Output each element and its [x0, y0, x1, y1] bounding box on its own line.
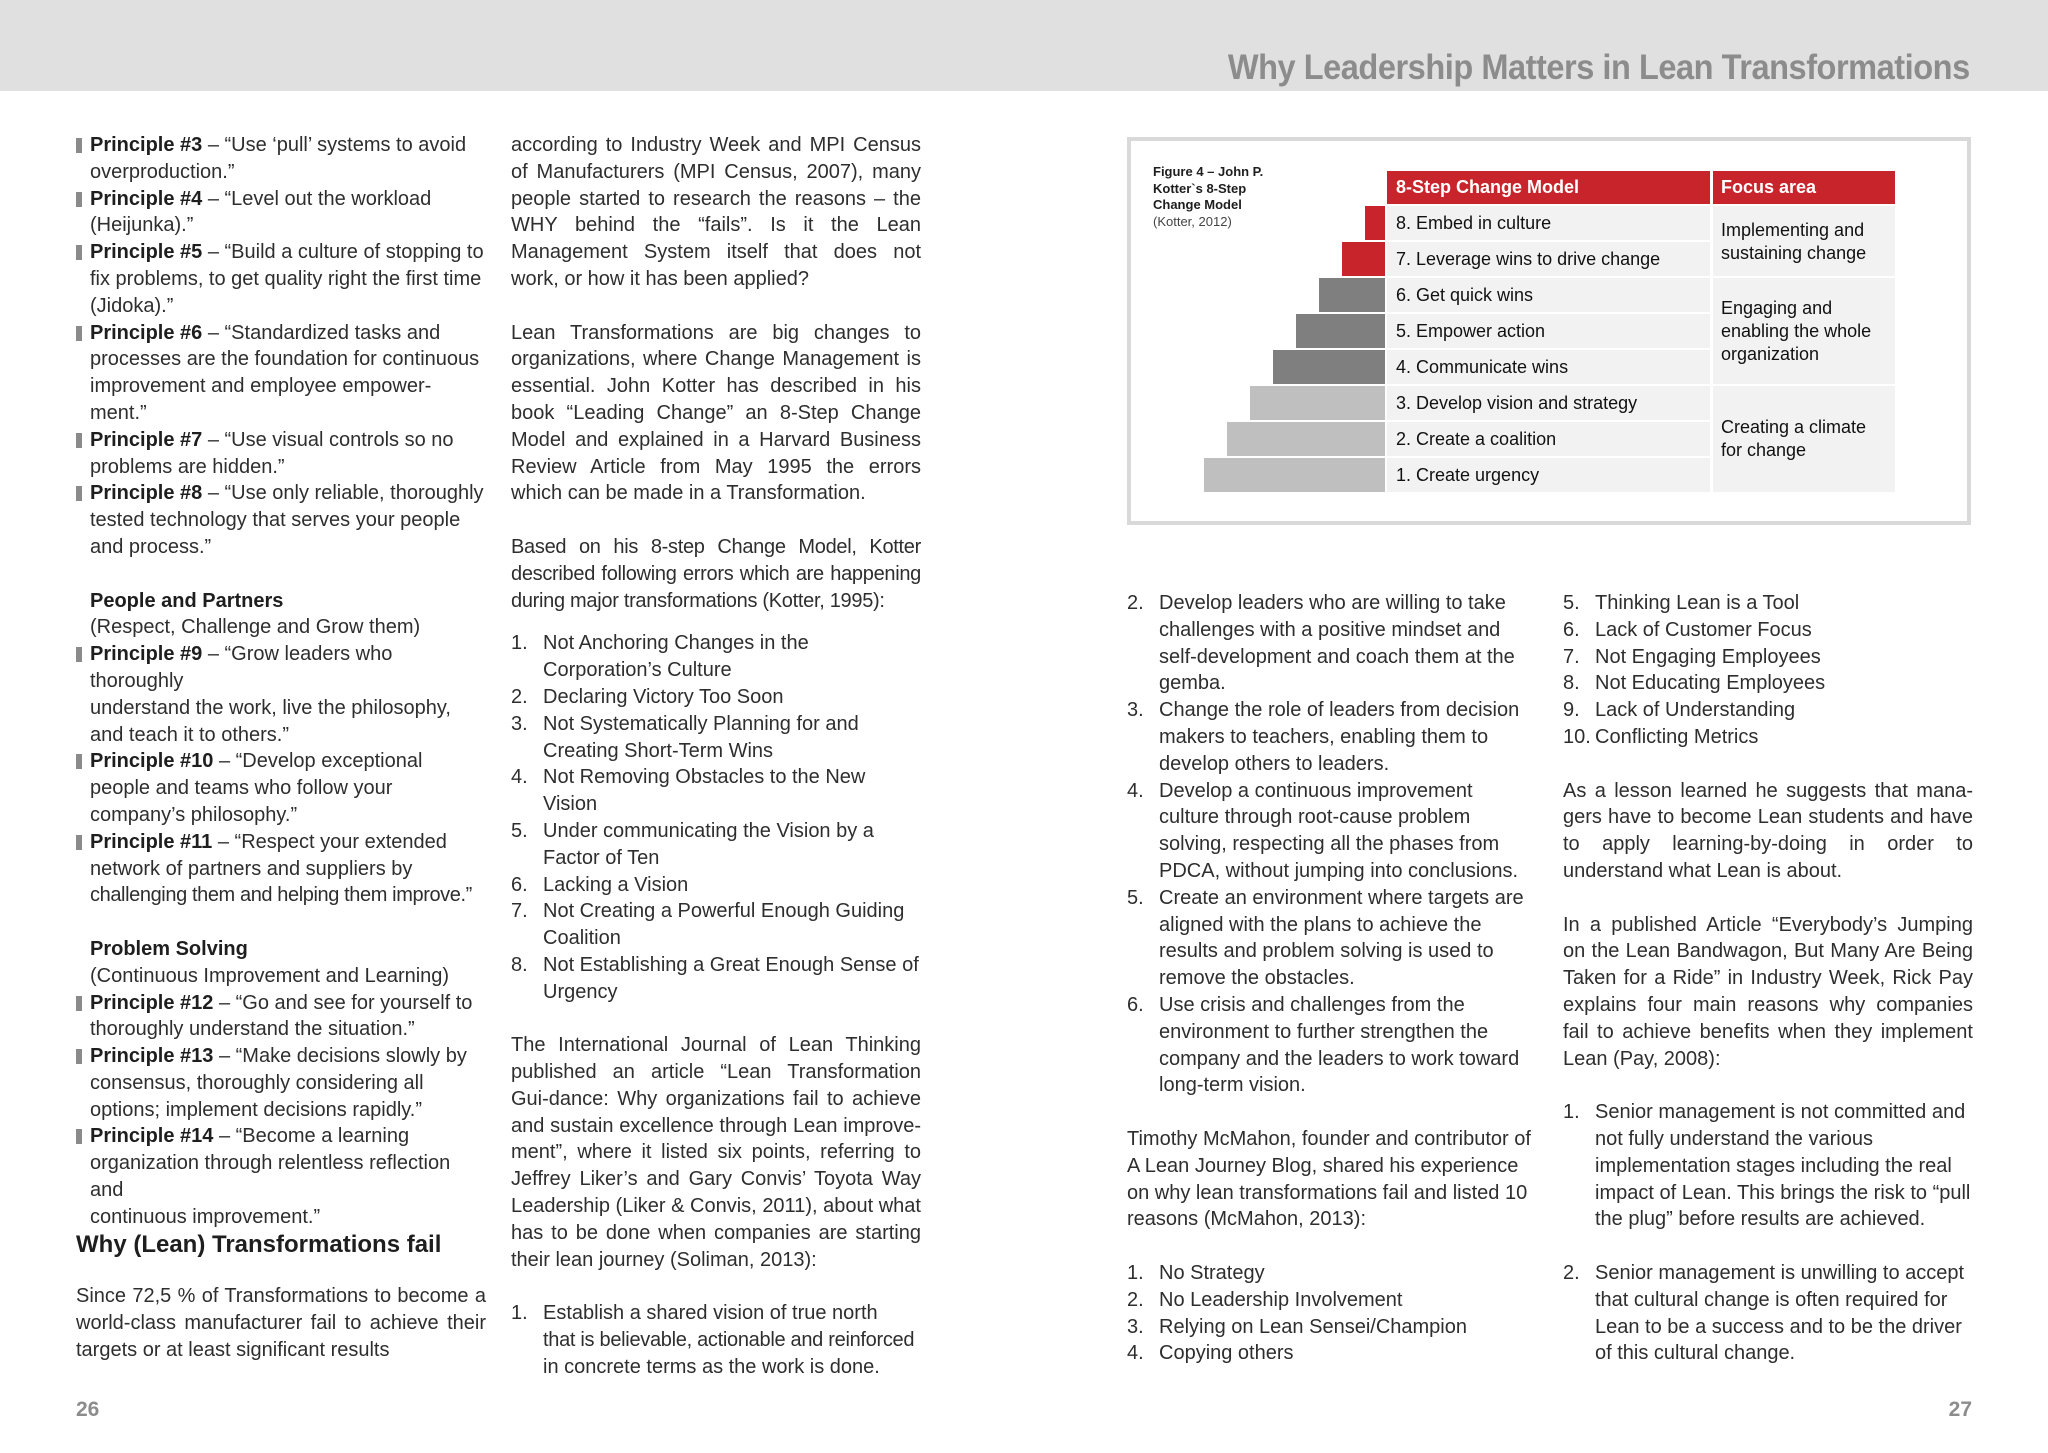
- list-item: 8. Not Establishing a Great Enough Sense of Urgency: [511, 953, 919, 1003]
- list-item: 1. Establish a shared vision of true north that is believable, actionable and reinforced in concrete terms as the work is done.: [511, 1302, 915, 1378]
- step-label: 4. Communicate wins: [1396, 357, 1569, 377]
- bullet-icon: [76, 996, 82, 1011]
- list-item: Principle #7 – “Use visual controls so no problems are hidden.”: [76, 427, 486, 481]
- section-heading: Why (Lean) Transformations fail: [76, 1231, 442, 1258]
- list-item: 4. Copying others: [1127, 1342, 1294, 1365]
- list-item: 3. Not Systematically Planning for and Creating Short-Term Wins: [511, 712, 859, 762]
- problem-solving-group: [76, 936, 486, 990]
- paragraph: As a lesson learned he suggests that mana-gers have to become Lean students and have to apply learning-by-doing in order to understand what Lean is about.: [1563, 779, 1973, 882]
- pay-reasons-list: [1563, 1099, 1973, 1367]
- bullet-icon: [76, 433, 82, 448]
- page-number-right: 27: [1948, 1398, 1972, 1421]
- bullet-icon: [76, 1049, 82, 1064]
- list-item: Principle #4 – “Level out the workload (Heijunka).”: [76, 186, 486, 240]
- list-item: Principle #8 – “Use only reliable, thoroughly tested technology that serves your people and process.”: [76, 480, 486, 560]
- principles-list-c: [76, 990, 486, 1231]
- list-item: 4. Develop a continuous improvement culture through root-cause problem solving, respecting all the phases from PDCA, without jumping into conclusions.: [1127, 779, 1519, 882]
- list-item: Principle #12 – “Go and see for yourself to thoroughly understand the situation.”: [76, 990, 486, 1044]
- principles-list-a: [76, 132, 486, 561]
- paragraph: Timothy McMahon, founder and contributor of A Lean Journey Blog, shared his experience on why lean transformations fail and listed 10 reasons (McMahon, 2013):: [1127, 1127, 1531, 1231]
- list-item: 8. Not Educating Employees: [1563, 672, 1826, 695]
- step-label: 8. Embed in culture: [1396, 213, 1552, 233]
- right-col-3: [1127, 590, 1547, 1367]
- focus-label: Engaging and enabling the whole organization: [1721, 298, 1872, 364]
- step-label: 2. Create a coalition: [1396, 429, 1557, 449]
- header-cell-focus: Focus area: [1721, 177, 1817, 197]
- step-label: 6. Get quick wins: [1396, 285, 1534, 305]
- focus-label: Implementing and sustaining change: [1721, 220, 1867, 263]
- step-label: 7. Leverage wins to drive change: [1396, 249, 1661, 269]
- bullet-icon: [76, 754, 82, 769]
- running-title: Why Leadership Matters in Lean Transformations: [1228, 48, 1970, 87]
- paragraph: The International Journal of Lean Thinking published an article “Lean Transformation Gui-dance: Why organizations fail to achieve and sustain excellence through Lean improve-ment”, where it listed six points, referring to Jeffrey Liker’s and Gary Convis’ Toyota Way Leadership (Liker & Convis, 2011), about what has to be done when companies are starting their lean journey (Soliman, 2013):: [511, 1034, 921, 1271]
- stair-step-4: [1273, 350, 1385, 384]
- list-item: Principle #3 – “Use ‘pull’ systems to avoid overproduction.”: [76, 132, 486, 186]
- reasons-list-b: [1563, 590, 1973, 751]
- kotter-errors-list: [511, 630, 921, 1005]
- bullet-icon: [76, 326, 82, 341]
- reasons-list-a: [1127, 1260, 1547, 1367]
- left-col-1: [76, 132, 486, 1231]
- figure-caption: [1153, 164, 1293, 230]
- list-item: Principle #10 – “Develop exceptional people and teams who follow your company’s philosophy.”: [76, 748, 486, 828]
- people-partners-group: [76, 588, 486, 642]
- list-item: Principle #14 – “Become a learning organization through relentless reflection and continuous improvement.”: [76, 1123, 486, 1230]
- bullet-icon: [76, 245, 82, 260]
- list-item: 5. Create an environment where targets are aligned with the plans to achieve the results and problem solving is used to remove the obstacles.: [1127, 886, 1524, 990]
- list-item: 5. Under communicating the Vision by a Factor of Ten: [511, 819, 874, 869]
- list-item: 2. Declaring Victory Too Soon: [511, 685, 784, 708]
- list-item: 9. Lack of Understanding: [1563, 699, 1796, 722]
- list-item: 1. Not Anchoring Changes in the Corporation’s Culture: [511, 632, 809, 682]
- list-item: 1. No Strategy: [1127, 1261, 1265, 1284]
- subheading-note: (Continuous Improvement and Learning): [90, 964, 450, 987]
- bullet-icon: [76, 192, 82, 207]
- bullet-icon: [76, 647, 82, 662]
- list-item: 2. Develop leaders who are willing to take challenges with a positive mindset and self-development and coach them at the gemba.: [1127, 592, 1515, 695]
- list-item: Principle #5 – “Build a culture of stopping to fix problems, to get quality right the first time (Jidoka).”: [76, 239, 486, 319]
- subheading: Problem Solving: [90, 937, 248, 960]
- paragraph: Lean Transformations are big changes to organizations, where Change Management is essential. John Kotter has described in his book “Leading Change” an 8-Step Change Model and explained in a Harvard Business Review Article from May 1995 the errors which can be made in a Transformation.: [511, 321, 921, 505]
- figure-caption-source: (Kotter, 2012): [1153, 213, 1232, 229]
- bullet-icon: [76, 486, 82, 501]
- stair-step-5: [1296, 314, 1385, 348]
- stair-step-7: [1342, 242, 1385, 276]
- focus-label: Creating a climate for change: [1721, 417, 1867, 460]
- paragraph: Based on his 8-step Change Model, Kotter described following errors which are happening during major transformations (Kotter, 1995):: [511, 535, 921, 612]
- list-item: 6. Lacking a Vision: [511, 873, 689, 896]
- list-item: Principle #13 – “Make decisions slowly by consensus, thoroughly considering all options; implement decisions rapidly.”: [76, 1043, 486, 1123]
- right-col-4: [1563, 590, 1973, 1367]
- list-item: Principle #9 – “Grow leaders who thoroughly understand the work, live the philosophy, and teach it to others.”: [76, 641, 486, 748]
- list-item: Principle #6 – “Standardized tasks and processes are the foundation for continuous improvement and employee empower- ment.”: [76, 320, 486, 427]
- figure-caption-title: Figure 4 – John P. Kotter`s 8-Step Change Model: [1153, 164, 1264, 212]
- stair-step-6: [1319, 278, 1385, 312]
- list-item: 10. Conflicting Metrics: [1563, 725, 1759, 748]
- stair-step-1: [1204, 458, 1385, 492]
- bullet-icon: [76, 1129, 82, 1144]
- list-item: 6. Lack of Customer Focus: [1563, 618, 1812, 641]
- list-item: Principle #11 – “Respect your extended network of partners and suppliers by challenging them and helping them improve.”: [76, 829, 486, 909]
- list-item: 6. Use crisis and challenges from the environment to further strengthen the company and the leaders to work toward long-term vision.: [1127, 993, 1520, 1097]
- list-item: 2. Senior management is unwilling to accept that cultural change is often required for Lean to be a success and to be the driver of this cultural change.: [1563, 1261, 1965, 1365]
- left-col-1-section: [76, 1229, 486, 1363]
- list-item: 4. Not Removing Obstacles to the New Vision: [511, 766, 866, 816]
- paragraph: according to Industry Week and MPI Census of Manufacturers (MPI Census, 2007), many people started to research the reasons – the WHY behind the “fails”. Is it the Lean Management System itself that does not work, or how it has been applied?: [511, 134, 921, 290]
- bullet-icon: [76, 835, 82, 850]
- step-label: 1. Create urgency: [1396, 465, 1540, 485]
- list-item: 5. Thinking Lean is a Tool: [1563, 592, 1800, 614]
- step-label: 3. Develop vision and strategy: [1396, 393, 1638, 413]
- header-cell-model: 8-Step Change Model: [1396, 177, 1580, 197]
- subheading: People and Partners: [90, 589, 284, 612]
- subheading-note: (Respect, Challenge and Grow them): [90, 616, 421, 639]
- six-points-list: [1127, 590, 1547, 1099]
- figure-header-row: [1387, 171, 1895, 204]
- stair-step-8: [1365, 206, 1385, 240]
- list-item: 3. Relying on Lean Sensei/Champion: [1127, 1315, 1467, 1338]
- list-item: 1. Senior management is not committed and not fully understand the various implementation stages including the real impact of Lean. This brings the risk to “pull the plug” before results are achieved.: [1563, 1101, 1971, 1231]
- paragraph: In a published Article “Everybody’s Jumping on the Lean Bandwagon, But Many Are Being Taken for a Ride” in Industry Week, Rick Pay explains four main reasons why companies fail to achieve benefits when they implement Lean (Pay, 2008):: [1563, 913, 1973, 1070]
- stair-step-3: [1250, 386, 1385, 420]
- list-item: 2. No Leadership Involvement: [1127, 1288, 1403, 1311]
- paragraph: Since 72,5 % of Transformations to become a world-class manufacturer fail to achieve their targets or at least significant results: [76, 1285, 486, 1361]
- list-item: 7. Not Engaging Employees: [1563, 645, 1821, 668]
- stair-step-2: [1227, 422, 1385, 456]
- list-item: 3. Change the role of leaders from decision makers to teachers, enabling them to develop others to leaders.: [1127, 699, 1520, 775]
- page-number-left: 26: [76, 1398, 100, 1421]
- bullet-icon: [76, 138, 82, 153]
- principles-list-b: [76, 641, 486, 909]
- left-col-2: [511, 132, 921, 1381]
- list-item: 7. Not Creating a Powerful Enough Guiding Coalition: [511, 900, 905, 950]
- step-label: 5. Empower action: [1396, 321, 1546, 341]
